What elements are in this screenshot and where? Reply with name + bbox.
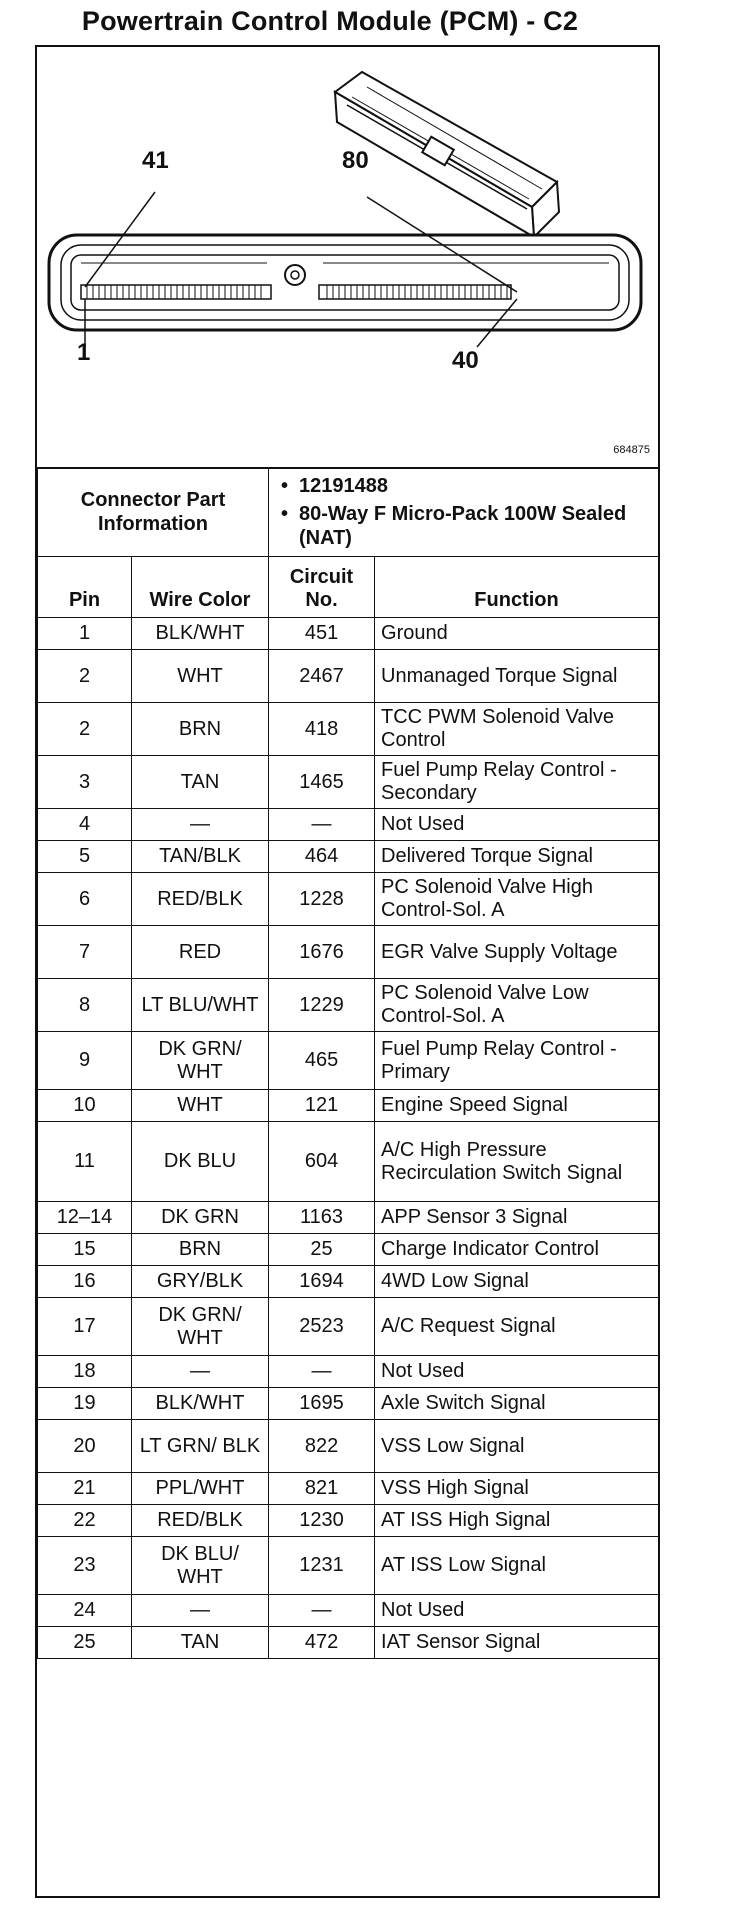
cell-function: VSS Low Signal <box>375 1420 659 1473</box>
cell-function: AT ISS Low Signal <box>375 1537 659 1595</box>
table-row <box>38 1537 659 1595</box>
cell-wire-color: WHT <box>132 650 269 703</box>
cell-wire-color: RED/BLK <box>132 1505 269 1537</box>
cell-function: PC Solenoid Valve High Control-Sol. A <box>375 873 659 926</box>
cell-pin: 22 <box>38 1505 132 1537</box>
cell-wire-color: GRY/BLK <box>132 1266 269 1298</box>
cell-circuit: 1229 <box>269 979 375 1032</box>
cell-pin: 21 <box>38 1473 132 1505</box>
cell-circuit: — <box>269 1595 375 1627</box>
cell-pin: 18 <box>38 1356 132 1388</box>
cell-pin: 19 <box>38 1388 132 1420</box>
cell-function: APP Sensor 3 Signal <box>375 1202 659 1234</box>
figure-id: 684875 <box>613 444 650 456</box>
cell-wire-color: DK BLU/ WHT <box>132 1537 269 1595</box>
cell-pin: 6 <box>38 873 132 926</box>
cell-circuit: 1695 <box>269 1388 375 1420</box>
connector-face <box>49 235 641 330</box>
cell-wire-color: BLK/WHT <box>132 1388 269 1420</box>
cell-circuit: 451 <box>269 618 375 650</box>
table-row <box>38 926 659 979</box>
connector-info-values: • 12191488 • 80-Way F Micro-Pack 100W Sealed (NAT) <box>269 468 659 557</box>
cell-function: 4WD Low Signal <box>375 1266 659 1298</box>
column-header-row <box>38 557 659 618</box>
table-row <box>38 809 659 841</box>
cell-pin: 8 <box>38 979 132 1032</box>
cell-pin: 23 <box>38 1537 132 1595</box>
pin-40-label: 40 <box>452 347 479 374</box>
cell-circuit: 1230 <box>269 1505 375 1537</box>
cell-circuit: 2523 <box>269 1298 375 1356</box>
col-header-function: Function <box>375 557 659 618</box>
cell-wire-color: TAN <box>132 756 269 809</box>
cell-pin: 1 <box>38 618 132 650</box>
table-row <box>38 1032 659 1090</box>
cell-pin: 20 <box>38 1420 132 1473</box>
cell-circuit: 2467 <box>269 650 375 703</box>
cell-wire-color: DK GRN/ WHT <box>132 1032 269 1090</box>
cell-circuit: — <box>269 1356 375 1388</box>
cell-pin: 10 <box>38 1090 132 1122</box>
table-row <box>38 1505 659 1537</box>
cell-circuit: 418 <box>269 703 375 756</box>
cell-function: Fuel Pump Relay Control - Primary <box>375 1032 659 1090</box>
cell-circuit: 1228 <box>269 873 375 926</box>
cell-pin: 9 <box>38 1032 132 1090</box>
cell-circuit: — <box>269 809 375 841</box>
cell-pin: 4 <box>38 809 132 841</box>
connector-drawing <box>37 47 658 467</box>
cell-circuit: 25 <box>269 1234 375 1266</box>
cell-wire-color: WHT <box>132 1090 269 1122</box>
cell-circuit: 1465 <box>269 756 375 809</box>
cell-wire-color: RED/BLK <box>132 873 269 926</box>
cell-wire-color: TAN <box>132 1627 269 1659</box>
part-number: 12191488 <box>299 475 388 497</box>
cell-wire-color: BRN <box>132 703 269 756</box>
table-row <box>38 1298 659 1356</box>
connector-info-label: Connector Part Information <box>38 468 269 557</box>
cell-pin: 15 <box>38 1234 132 1266</box>
cell-function: Not Used <box>375 1595 659 1627</box>
cell-function: Axle Switch Signal <box>375 1388 659 1420</box>
cell-circuit: 464 <box>269 841 375 873</box>
cell-function: Unmanaged Torque Signal <box>375 650 659 703</box>
cell-circuit: 1163 <box>269 1202 375 1234</box>
table-row <box>38 1202 659 1234</box>
connector-description: 80-Way F Micro-Pack 100W Sealed (NAT) <box>299 503 627 549</box>
cell-circuit: 465 <box>269 1032 375 1090</box>
connector-illustration <box>37 47 658 469</box>
cell-function: VSS High Signal <box>375 1473 659 1505</box>
cell-pin: 11 <box>38 1122 132 1202</box>
table-row <box>38 1627 659 1659</box>
cell-circuit: 821 <box>269 1473 375 1505</box>
connector-info-row <box>38 468 659 557</box>
cell-function: Charge Indicator Control <box>375 1234 659 1266</box>
table-row <box>38 873 659 926</box>
table-row <box>38 1356 659 1388</box>
table-row <box>38 1473 659 1505</box>
cell-function: TCC PWM Solenoid Valve Control <box>375 703 659 756</box>
table-row <box>38 1090 659 1122</box>
cell-pin: 5 <box>38 841 132 873</box>
col-header-pin: Pin <box>38 557 132 618</box>
cell-pin: 3 <box>38 756 132 809</box>
cell-function: A/C High Pressure Recirculation Switch Signal <box>375 1122 659 1202</box>
cell-function: Delivered Torque Signal <box>375 841 659 873</box>
cell-circuit: 472 <box>269 1627 375 1659</box>
cell-function: AT ISS High Signal <box>375 1505 659 1537</box>
pinout-table <box>37 467 659 1659</box>
connector-table-frame <box>35 45 660 1898</box>
cell-wire-color: DK GRN <box>132 1202 269 1234</box>
cell-function: A/C Request Signal <box>375 1298 659 1356</box>
pin-41-label: 41 <box>142 147 169 174</box>
col-header-wire-color: Wire Color <box>132 557 269 618</box>
table-row <box>38 979 659 1032</box>
cell-circuit: 1231 <box>269 1537 375 1595</box>
cell-wire-color: LT BLU/WHT <box>132 979 269 1032</box>
pin-80-label: 80 <box>342 147 369 174</box>
cell-circuit: 604 <box>269 1122 375 1202</box>
cell-function: Engine Speed Signal <box>375 1090 659 1122</box>
cell-pin: 16 <box>38 1266 132 1298</box>
table-row <box>38 1234 659 1266</box>
cell-wire-color: — <box>132 1595 269 1627</box>
pin-1-label: 1 <box>77 339 91 366</box>
cell-circuit: 822 <box>269 1420 375 1473</box>
cell-circuit: 121 <box>269 1090 375 1122</box>
cell-function: EGR Valve Supply Voltage <box>375 926 659 979</box>
cell-function: PC Solenoid Valve Low Control-Sol. A <box>375 979 659 1032</box>
cell-pin: 17 <box>38 1298 132 1356</box>
cell-function: Not Used <box>375 1356 659 1388</box>
cell-wire-color: DK GRN/ WHT <box>132 1298 269 1356</box>
cell-pin: 24 <box>38 1595 132 1627</box>
cell-circuit: 1694 <box>269 1266 375 1298</box>
cell-pin: 2 <box>38 650 132 703</box>
cell-function: Not Used <box>375 809 659 841</box>
cell-wire-color: BLK/WHT <box>132 618 269 650</box>
cell-wire-color: — <box>132 809 269 841</box>
table-row <box>38 756 659 809</box>
cell-wire-color: LT GRN/ BLK <box>132 1420 269 1473</box>
cell-circuit: 1676 <box>269 926 375 979</box>
cell-wire-color: TAN/BLK <box>132 841 269 873</box>
cell-wire-color: PPL/WHT <box>132 1473 269 1505</box>
cell-wire-color: — <box>132 1356 269 1388</box>
table-row <box>38 650 659 703</box>
cell-function: Fuel Pump Relay Control - Secondary <box>375 756 659 809</box>
cell-wire-color: BRN <box>132 1234 269 1266</box>
cell-pin: 7 <box>38 926 132 979</box>
cell-function: Ground <box>375 618 659 650</box>
cell-pin: 25 <box>38 1627 132 1659</box>
table-row <box>38 1420 659 1473</box>
table-row <box>38 1122 659 1202</box>
table-row <box>38 1266 659 1298</box>
col-header-circuit: Circuit No. <box>269 557 375 618</box>
table-row <box>38 1388 659 1420</box>
cell-wire-color: DK BLU <box>132 1122 269 1202</box>
table-row <box>38 841 659 873</box>
cell-pin: 12–14 <box>38 1202 132 1234</box>
cell-pin: 2 <box>38 703 132 756</box>
table-row <box>38 703 659 756</box>
table-row <box>38 618 659 650</box>
cell-wire-color: RED <box>132 926 269 979</box>
page-title: Powertrain Control Module (PCM) - C2 <box>81 6 579 36</box>
table-row <box>38 1595 659 1627</box>
cell-function: IAT Sensor Signal <box>375 1627 659 1659</box>
